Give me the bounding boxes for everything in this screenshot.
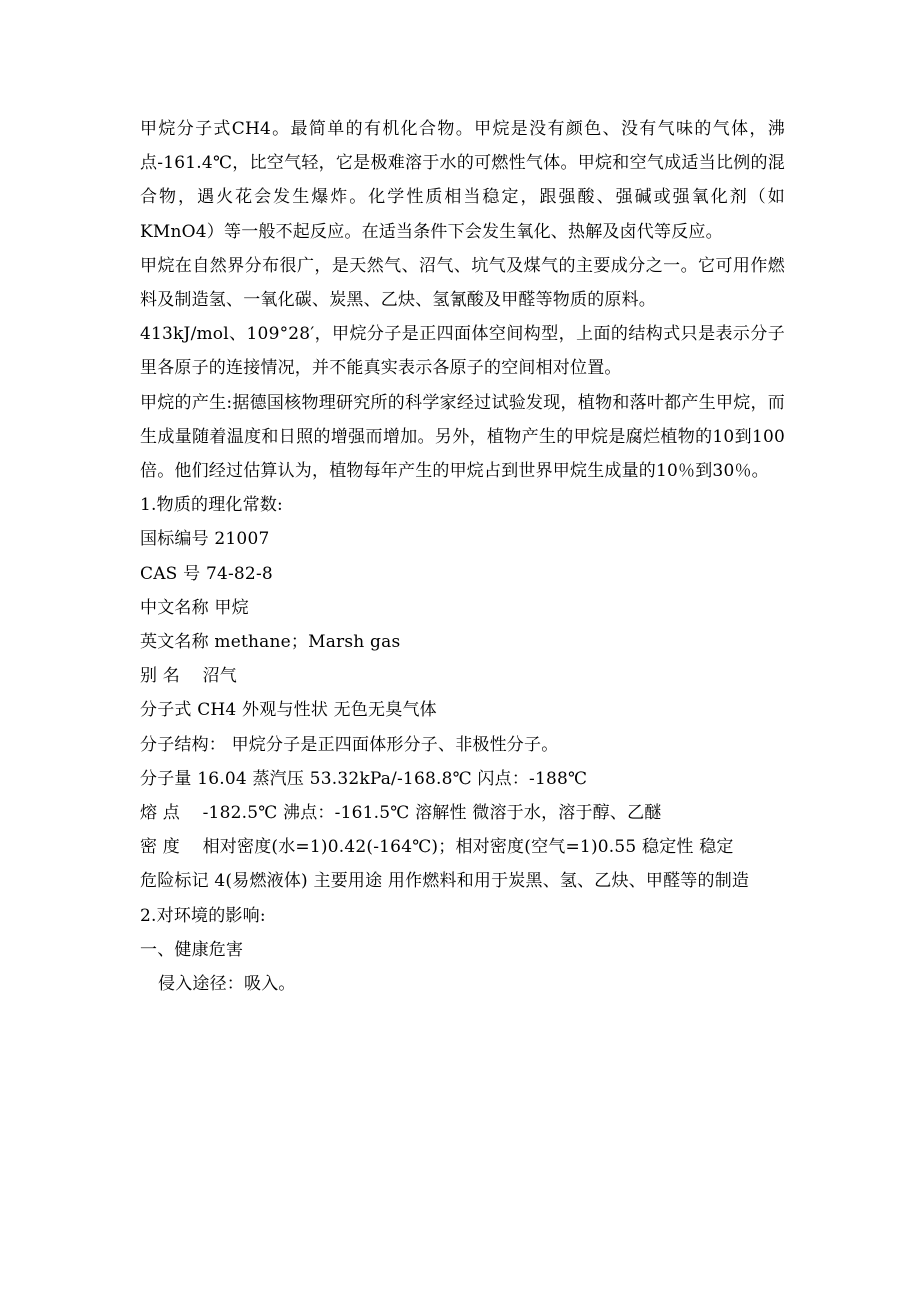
section-title-environment: 2.对环境的影响:	[140, 905, 266, 926]
property-alias-value: 沼气	[197, 666, 238, 687]
property-density-key: 密 度	[140, 837, 181, 858]
property-national-id: 国标编号 21007	[140, 529, 270, 550]
property-formula: 分子式 CH4 外观与性状 无色无臭气体	[140, 700, 437, 721]
paragraph-structure: 413kJ/mol、109°28′，甲烷分子是正四面体空间构型，上面的结构式只是表示分子里各原子的连接情况，并不能真实表示各原子的空间相对位置。	[140, 324, 785, 379]
property-cn-name: 中文名称 甲烷	[140, 597, 249, 618]
property-hazard: 危险标记 4(易燃液体) 主要用途 用作燃料和用于炭黑、氢、乙炔、甲醛等的制造	[140, 871, 750, 892]
property-melting	[140, 796, 785, 830]
section-title-properties: 1.物质的理化常数:	[140, 495, 283, 516]
subsection-title-health: 一、健康危害	[140, 939, 244, 960]
property-alias-key: 别 名	[140, 666, 181, 687]
property-density	[140, 830, 785, 864]
paragraph-distribution: 甲烷在自然界分布很广，是天然气、沼气、坑气及煤气的主要成分之一。它可用作燃料及制造氢、一氧化碳、炭黑、乙炔、氢氰酸及甲醛等物质的原料。	[140, 255, 785, 311]
property-alias	[140, 659, 785, 693]
route-of-entry: 侵入途径：吸入。	[158, 974, 296, 995]
document-body	[140, 112, 785, 1001]
paragraph-intro: 甲烷分子式CH4。最简单的有机化合物。甲烷是没有颜色、没有气味的气体，沸点-161.4℃，比空气轻，它是极难溶于水的可燃性气体。甲烷和空气成适当比例的混合物，遇火花会发生爆炸。化学性质相当稳定，跟强酸、强碱或强氧化剂（如KMnO4）等一般不起反应。在适当条件下会发生氧化、热解及卤代等反应。	[140, 119, 785, 242]
property-en-name: 英文名称 methane；Marsh gas	[140, 632, 401, 653]
property-melting-key: 熔 点	[140, 803, 181, 824]
property-mass: 分子量 16.04 蒸汽压 53.32kPa/-168.8℃ 闪点：-188℃	[140, 768, 588, 789]
property-melting-value: -182.5℃ 沸点：-161.5℃ 溶解性 微溶于水，溶于醇、乙醚	[197, 803, 662, 824]
property-structure: 分子结构： 甲烷分子是正四面体形分子、非极性分子。	[140, 734, 559, 755]
paragraph-production: 甲烷的产生:据德国核物理研究所的科学家经过试验发现，植物和落叶都产生甲烷，而生成量随着温度和日照的增强而增加。另外，植物产生的甲烷是腐烂植物的10到100倍。他们经过估算认为，植物每年产生的甲烷占到世界甲烷生成量的10％到30％。	[140, 392, 785, 482]
property-density-value: 相对密度(水=1)0.42(-164℃)；相对密度(空气=1)0.55 稳定性 稳定	[197, 837, 734, 858]
property-cas: CAS 号 74-82-8	[140, 563, 273, 584]
